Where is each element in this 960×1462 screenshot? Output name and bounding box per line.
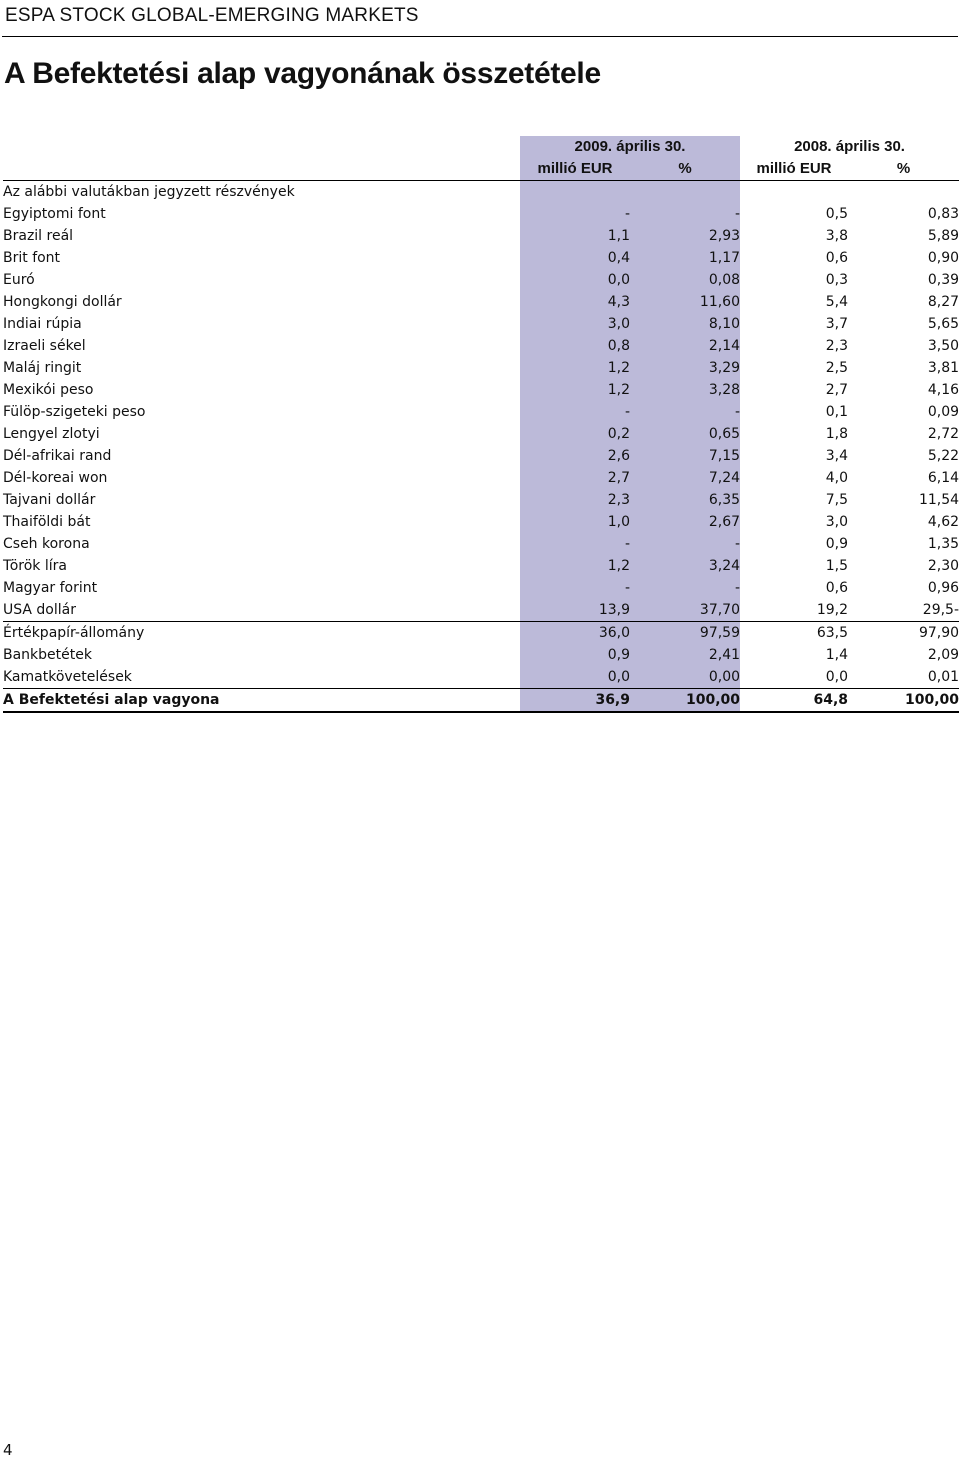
- row-label: Indiai rúpia: [3, 316, 82, 332]
- row-label: Tajvani dollár: [3, 492, 96, 508]
- value-2009-pct: 2,14: [630, 335, 740, 357]
- value-2009-pct: 2,41: [630, 644, 740, 666]
- currency-row: [3, 555, 959, 577]
- summary-row: [3, 666, 959, 689]
- value-2008-eur: 5,4: [825, 294, 849, 310]
- value-2009-pct: 6,35: [630, 489, 740, 511]
- value-2009-eur: 0,9: [520, 644, 630, 666]
- value-2009-pct: 7,24: [630, 467, 740, 489]
- value-2008-pct: 0,01: [927, 669, 960, 685]
- value-2009-eur: -: [520, 533, 630, 555]
- value-2008-eur: 2,7: [825, 382, 849, 398]
- row-label: Értékpapír-állomány: [3, 622, 520, 645]
- unit-header-row: [3, 158, 959, 181]
- value-2009-eur: 0,4: [520, 247, 630, 269]
- value-2008-pct: 3,50: [927, 338, 960, 354]
- value-2008-pct: 4,62: [927, 514, 960, 530]
- value-2008-eur: 2,3: [825, 338, 849, 354]
- value-2008-eur: 0,6: [825, 580, 849, 596]
- total-row: [3, 689, 959, 713]
- currency-row: [3, 489, 959, 511]
- value-2008-pct: 0,39: [927, 272, 960, 288]
- currency-row: [3, 467, 959, 489]
- value-2008-eur: 1,5: [825, 558, 849, 574]
- row-label: Hongkongi dollár: [3, 294, 122, 310]
- section-label-row: [3, 181, 959, 204]
- currency-row: [3, 379, 959, 401]
- value-2009-pct: 100,00: [630, 689, 740, 713]
- period-header-row: [3, 136, 959, 158]
- value-2009-eur: 0,0: [520, 666, 630, 689]
- value-2008-pct: 4,16: [927, 382, 960, 398]
- row-label: Lengyel zlotyi: [3, 426, 100, 442]
- unit-header-pct-2008: %: [896, 160, 911, 177]
- value-2009-pct: 2,67: [630, 511, 740, 533]
- value-2008-pct: 97,90: [848, 622, 959, 645]
- row-label: Mexikói peso: [3, 382, 94, 398]
- page-number: 4: [3, 1441, 13, 1459]
- value-2009-pct: 8,10: [630, 313, 740, 335]
- value-2009-eur: 36,0: [520, 622, 630, 645]
- section-label: Az alábbi valutákban jegyzett részvények: [3, 181, 520, 204]
- value-2008-pct: 8,27: [927, 294, 960, 310]
- value-2008-pct: 1,35: [927, 536, 960, 552]
- value-2008-eur: 3,4: [825, 448, 849, 464]
- value-2008-pct: 100,00: [848, 689, 959, 713]
- value-2008-pct: 5,22: [927, 448, 960, 464]
- value-2008-pct: 0,83: [927, 206, 960, 222]
- value-2008-eur: 64,8: [740, 689, 848, 713]
- value-2009-eur: 13,9: [520, 599, 630, 622]
- value-2008-pct: 0,96: [927, 580, 960, 596]
- value-2009-eur: 2,6: [520, 445, 630, 467]
- value-2008-eur: 3,8: [825, 228, 849, 244]
- value-2009-pct: 11,60: [630, 291, 740, 313]
- value-2009-pct: 7,15: [630, 445, 740, 467]
- unit-header-pct-2009: %: [630, 158, 740, 181]
- value-2009-eur: 1,0: [520, 511, 630, 533]
- value-2009-pct: -: [630, 203, 740, 225]
- currency-row: [3, 269, 959, 291]
- row-label: Fülöp-szigeteki peso: [3, 404, 146, 420]
- row-label: Brazil reál: [3, 228, 74, 244]
- asset-composition-table: [3, 136, 959, 713]
- value-2008-eur: 4,0: [825, 470, 849, 486]
- value-2008-eur: 0,3: [825, 272, 849, 288]
- currency-row: [3, 313, 959, 335]
- value-2009-eur: 4,3: [520, 291, 630, 313]
- value-2008-pct: 0,90: [927, 250, 960, 266]
- value-2009-pct: 0,00: [630, 666, 740, 689]
- currency-row: [3, 401, 959, 423]
- value-2009-pct: 3,28: [630, 379, 740, 401]
- currency-row: [3, 533, 959, 555]
- row-label: Maláj ringit: [3, 360, 82, 376]
- unit-header-eur-2009: millió EUR: [520, 158, 630, 181]
- value-2008-pct: 2,09: [927, 647, 960, 663]
- value-2009-pct: 0,65: [630, 423, 740, 445]
- value-2008-pct: 11,54: [918, 492, 960, 508]
- row-label: Bankbetétek: [3, 647, 92, 663]
- value-2009-pct: -: [630, 533, 740, 555]
- currency-row: [3, 599, 959, 622]
- currency-row: [3, 511, 959, 533]
- unit-header-eur-2008: millió EUR: [756, 160, 832, 177]
- value-2008-pct: 5,89: [927, 228, 960, 244]
- value-2008-eur: 0,6: [825, 250, 849, 266]
- value-2009-pct: 3,24: [630, 555, 740, 577]
- value-2009-pct: 0,08: [630, 269, 740, 291]
- value-2009-eur: -: [520, 203, 630, 225]
- value-2008-pct: 0,09: [927, 404, 960, 420]
- value-2009-eur: 0,8: [520, 335, 630, 357]
- value-2009-eur: 3,0: [520, 313, 630, 335]
- value-2009-pct: 97,59: [630, 622, 740, 645]
- row-label: Dél-koreai won: [3, 470, 108, 486]
- value-2009-pct: 37,70: [630, 599, 740, 622]
- value-2009-pct: 3,29: [630, 357, 740, 379]
- value-2009-pct: 2,93: [630, 225, 740, 247]
- value-2008-pct: 2,30: [927, 558, 960, 574]
- period-header-2009: 2009. április 30.: [520, 136, 740, 158]
- value-2008-pct: 29,5-: [922, 602, 960, 618]
- summary-row: [3, 622, 959, 645]
- currency-row: [3, 357, 959, 379]
- currency-row: [3, 445, 959, 467]
- value-2008-eur: 0,0: [825, 669, 849, 685]
- row-label: Izraeli sékel: [3, 338, 86, 354]
- row-label: Egyiptomi font: [3, 206, 106, 222]
- page-title: A Befektetési alap vagyonának összetétele: [4, 57, 601, 90]
- value-2009-eur: -: [520, 401, 630, 423]
- value-2009-eur: 1,2: [520, 379, 630, 401]
- row-label: Brit font: [3, 250, 61, 266]
- value-2009-eur: 36,9: [520, 689, 630, 713]
- row-label: Kamatkövetelések: [3, 669, 132, 685]
- header-divider: [2, 36, 958, 37]
- currency-row: [3, 335, 959, 357]
- value-2008-eur: 2,5: [825, 360, 849, 376]
- value-2008-eur: 0,1: [825, 404, 849, 420]
- value-2009-eur: 1,1: [520, 225, 630, 247]
- value-2008-eur: 3,7: [825, 316, 849, 332]
- value-2009-eur: -: [520, 577, 630, 599]
- value-2009-pct: -: [630, 401, 740, 423]
- value-2009-eur: 1,2: [520, 357, 630, 379]
- period-header-2008: 2008. április 30.: [794, 138, 905, 155]
- row-label: Euró: [3, 272, 35, 288]
- currency-row: [3, 423, 959, 445]
- value-2008-pct: 6,14: [927, 470, 960, 486]
- row-label: A Befektetési alap vagyona: [3, 689, 520, 713]
- value-2008-eur: 3,0: [825, 514, 849, 530]
- value-2009-eur: 2,7: [520, 467, 630, 489]
- value-2008-eur: 7,5: [825, 492, 849, 508]
- value-2008-eur: 1,8: [825, 426, 849, 442]
- value-2009-eur: 2,3: [520, 489, 630, 511]
- value-2009-pct: 1,17: [630, 247, 740, 269]
- currency-row: [3, 203, 959, 225]
- row-label: Magyar forint: [3, 580, 98, 596]
- currency-row: [3, 225, 959, 247]
- value-2008-pct: 2,72: [927, 426, 960, 442]
- value-2009-eur: 0,2: [520, 423, 630, 445]
- row-label: Thaiföldi bát: [3, 514, 91, 530]
- row-label: Cseh korona: [3, 536, 90, 552]
- currency-row: [3, 247, 959, 269]
- currency-row: [3, 291, 959, 313]
- summary-row: [3, 644, 959, 666]
- row-label: Török líra: [3, 558, 67, 574]
- value-2008-eur: 0,5: [825, 206, 849, 222]
- value-2009-eur: 0,0: [520, 269, 630, 291]
- value-2009-eur: 1,2: [520, 555, 630, 577]
- currency-row: [3, 577, 959, 599]
- value-2009-pct: -: [630, 577, 740, 599]
- value-2008-eur: 0,9: [825, 536, 849, 552]
- value-2008-eur: 63,5: [740, 622, 848, 645]
- value-2008-pct: 3,81: [927, 360, 960, 376]
- row-label: USA dollár: [3, 602, 76, 618]
- value-2008-eur: 19,2: [816, 602, 849, 618]
- value-2008-eur: 1,4: [825, 647, 849, 663]
- value-2008-pct: 5,65: [927, 316, 960, 332]
- report-header-title: ESPA STOCK GLOBAL-EMERGING MARKETS: [5, 5, 419, 26]
- row-label: Dél-afrikai rand: [3, 448, 112, 464]
